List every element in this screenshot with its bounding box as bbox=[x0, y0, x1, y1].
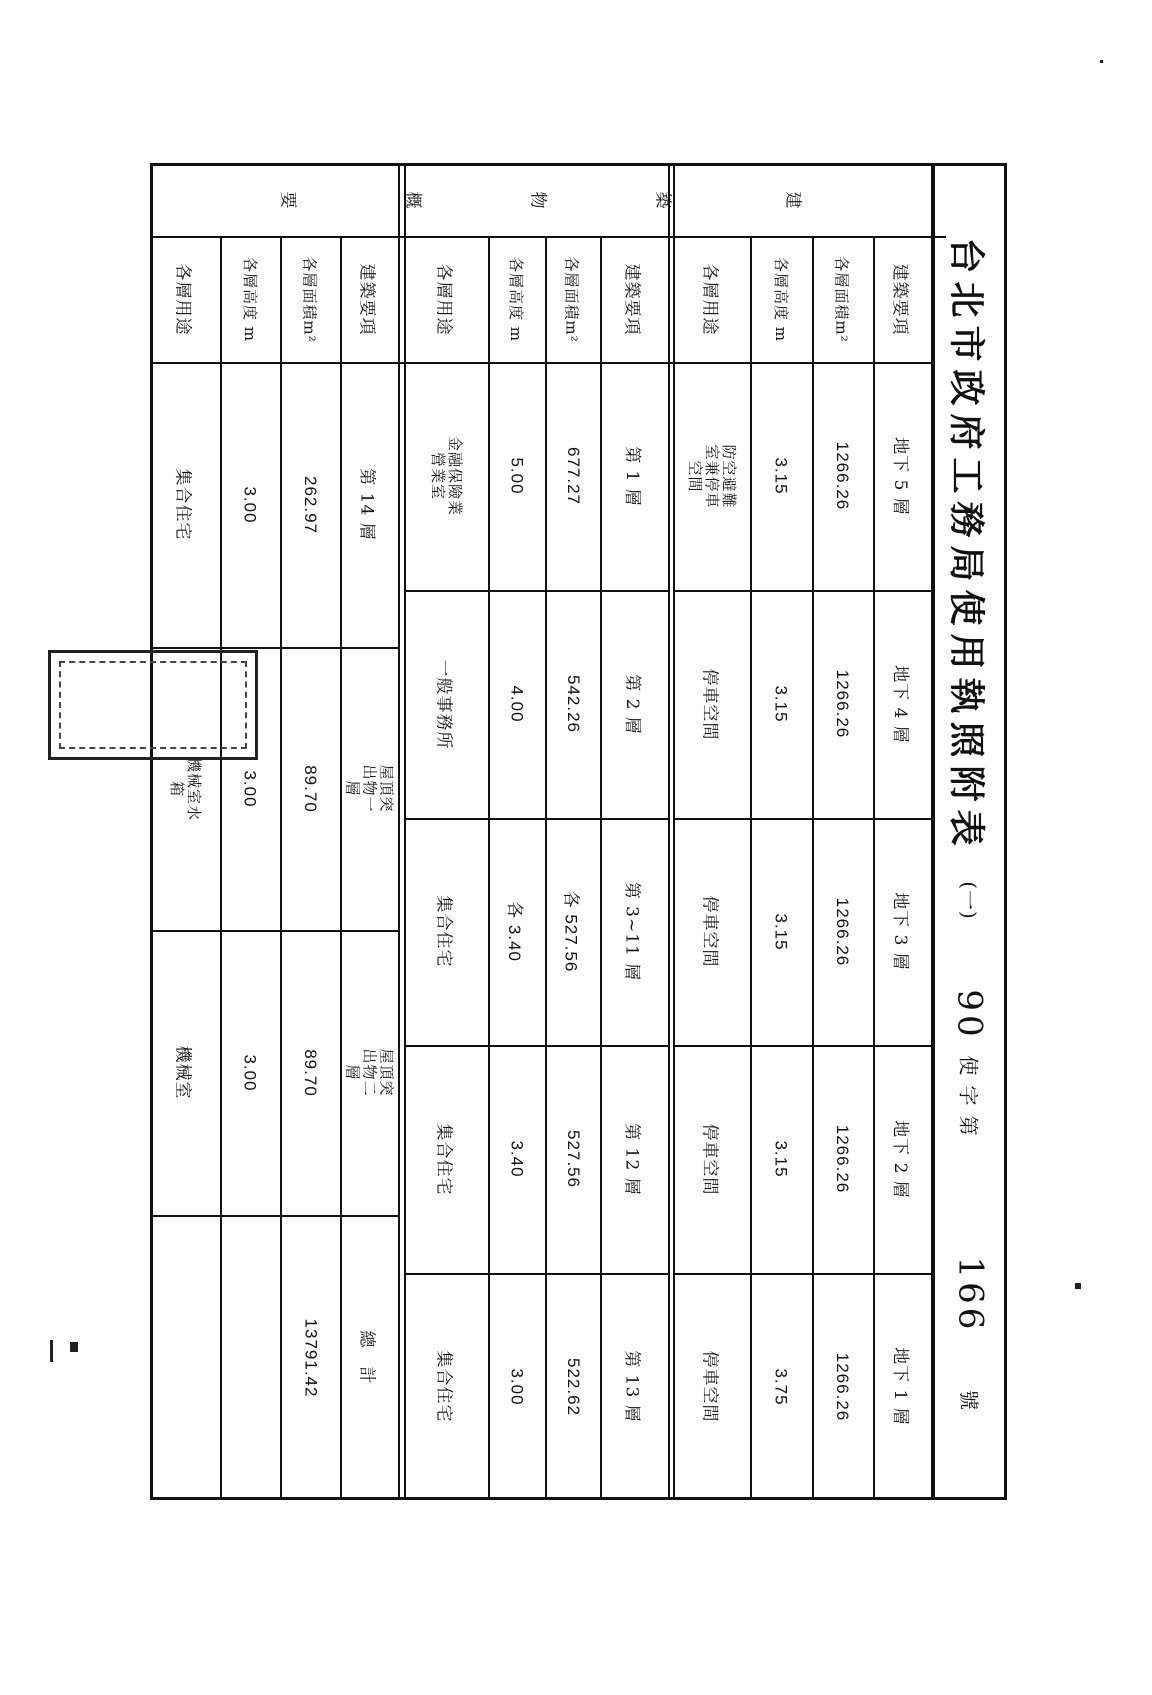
section-heading-char: 物 bbox=[527, 191, 548, 209]
g1-area: 1266.26 bbox=[833, 441, 853, 511]
g3-area: 89.70 bbox=[300, 1048, 320, 1097]
scan-mark bbox=[70, 1342, 78, 1352]
g2-height: 4.00 bbox=[507, 685, 527, 723]
g2-height: 3.00 bbox=[507, 1367, 527, 1406]
g1-use: 防空避難室兼停車空間 bbox=[686, 443, 738, 508]
scan-mark bbox=[1075, 1283, 1081, 1289]
row-header-area: 各層面積m² bbox=[563, 256, 581, 343]
g1-height: 3.75 bbox=[772, 1367, 791, 1406]
row-header-height: 各層高度 m bbox=[507, 257, 525, 342]
official-seal-stamp bbox=[48, 650, 258, 760]
g1-area: 1266.26 bbox=[833, 1352, 853, 1421]
doc-char: 使字第 bbox=[956, 1055, 981, 1145]
doc-suffix: 號 bbox=[956, 1389, 981, 1411]
g1-area: 1266.26 bbox=[833, 669, 853, 739]
g3-area: 89.70 bbox=[300, 764, 320, 813]
g1-height: 3.15 bbox=[772, 457, 791, 495]
g3-area-total: 13791.42 bbox=[301, 1318, 320, 1397]
g2-area: 527.56 bbox=[563, 1130, 583, 1188]
section-heading-char: 概 bbox=[402, 191, 423, 209]
g1-floor: 地下 1 層 bbox=[889, 1347, 910, 1426]
g1-use: 停車空間 bbox=[699, 895, 719, 968]
g2-use: 金融保險業營業室 bbox=[429, 435, 464, 516]
section-heading-char: 建 bbox=[782, 191, 803, 209]
g3-height: 3.00 bbox=[241, 769, 260, 808]
g3-use: 集合住宅 bbox=[172, 468, 193, 541]
g2-floor: 第 2 層 bbox=[621, 673, 642, 735]
g2-area: 677.27 bbox=[563, 447, 583, 505]
g2-use: 集合住宅 bbox=[433, 895, 454, 968]
g2-area: 各 527.56 bbox=[561, 890, 581, 973]
g1-use: 停車空間 bbox=[699, 1350, 719, 1423]
g3-height: 3.00 bbox=[241, 485, 260, 524]
section-heading-char: 要 bbox=[277, 191, 298, 209]
g2-use: 集合住宅 bbox=[433, 1350, 454, 1423]
row-header-use: 各層用途 bbox=[172, 263, 193, 336]
g1-floor: 地下 5 層 bbox=[889, 436, 910, 516]
g3-floor: 屋頂突出物一層 bbox=[343, 764, 396, 813]
row-header-area: 各層面積m² bbox=[833, 256, 851, 343]
g2-height: 各 3.40 bbox=[505, 901, 524, 962]
g2-height: 3.40 bbox=[507, 1140, 527, 1178]
g1-height: 3.15 bbox=[772, 685, 791, 723]
scan-mark bbox=[1100, 60, 1103, 63]
g3-use: 機械室水箱 bbox=[168, 756, 203, 821]
doc-year: 90 bbox=[950, 989, 991, 1041]
g2-area: 542.26 bbox=[563, 675, 583, 733]
g3-floor: 屋頂突出物二層 bbox=[343, 1048, 396, 1097]
row-header-use: 各層用途 bbox=[433, 263, 454, 336]
g1-height: 3.15 bbox=[772, 912, 791, 951]
g2-floor: 第 13 層 bbox=[621, 1350, 642, 1423]
g1-use: 停車空間 bbox=[699, 668, 719, 740]
row-header-area: 各層面積m² bbox=[300, 256, 319, 343]
g1-floor: 地下 2 層 bbox=[889, 1119, 910, 1199]
g3-use: 機械室 bbox=[172, 1045, 193, 1100]
g1-area: 1266.26 bbox=[833, 1124, 853, 1194]
row-header-item: 建築要項 bbox=[889, 263, 910, 336]
g2-height: 5.00 bbox=[507, 457, 527, 495]
g2-use: 集合住宅 bbox=[433, 1123, 454, 1195]
g1-use: 停車空間 bbox=[699, 1123, 719, 1195]
g2-area: 522.62 bbox=[563, 1357, 583, 1416]
row-header-item: 建築要項 bbox=[356, 263, 377, 336]
g3-area: 262.97 bbox=[301, 475, 320, 534]
g2-floor: 第 3~11 層 bbox=[621, 881, 642, 982]
g1-floor: 地下 3 層 bbox=[889, 892, 910, 971]
g3-height: 3.00 bbox=[241, 1053, 260, 1092]
row-header-height: 各層高度 m bbox=[771, 257, 790, 342]
section-heading-char: 築 bbox=[652, 191, 673, 209]
g1-height: 3.15 bbox=[772, 1140, 791, 1178]
g1-floor: 地下 4 層 bbox=[889, 664, 910, 744]
g3-floor: 第 14 層 bbox=[356, 468, 377, 541]
row-header-height: 各層高度 m bbox=[240, 257, 259, 342]
g1-area: 1266.26 bbox=[833, 897, 853, 966]
g2-floor: 第 1 層 bbox=[621, 445, 642, 507]
row-header-use: 各層用途 bbox=[699, 263, 719, 336]
g2-use: 一般事務所 bbox=[433, 659, 454, 749]
doc-number: 166 bbox=[950, 1256, 990, 1334]
g2-floor: 第 12 層 bbox=[621, 1122, 642, 1196]
row-header-item: 建築要項 bbox=[621, 263, 642, 336]
title-suffix: (一) bbox=[956, 880, 981, 920]
page-title: 台北市政府工務局使用執照附表 bbox=[945, 236, 988, 854]
scan-mark bbox=[50, 1340, 53, 1362]
g3-floor: 總 計 bbox=[356, 1330, 377, 1385]
